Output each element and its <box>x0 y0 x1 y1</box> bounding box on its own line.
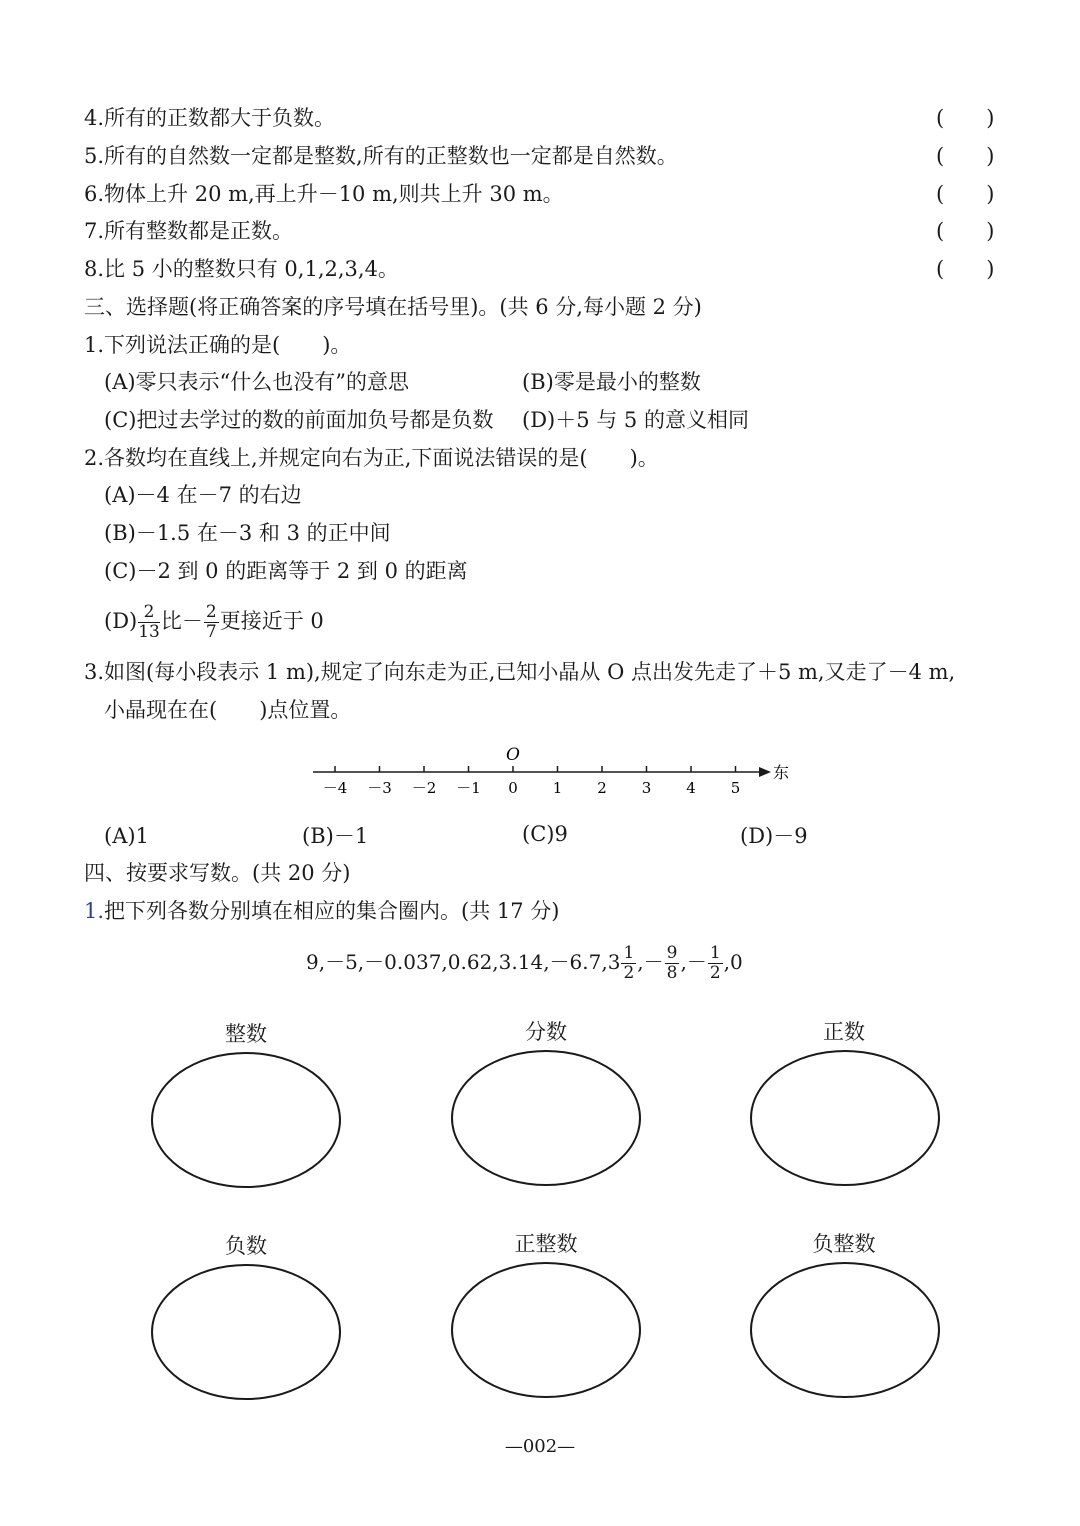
q2-option-a: (A)－4 在－7 的右边 <box>104 483 302 507</box>
tick-label: 2 <box>597 779 607 797</box>
set-circle-integers[interactable] <box>151 1052 341 1188</box>
set-label-positive-integers: 正整数 <box>514 1232 578 1256</box>
answer-bracket[interactable]: ( ) <box>936 106 995 130</box>
tick-marks <box>323 766 741 797</box>
q1-option-b: (B)零是最小的整数 <box>522 370 701 394</box>
set-label-integers: 整数 <box>225 1022 267 1046</box>
judgment-item-8: 8.比 5 小的整数只有 0,1,2,3,4。 <box>84 257 399 281</box>
answer-bracket[interactable]: ( ) <box>936 144 995 168</box>
judgment-item-4: 4.所有的正数都大于负数。 <box>84 106 336 130</box>
q2-option-c: (C)－2 到 0 的距离等于 2 到 0 的距离 <box>104 559 468 583</box>
tick-label: －2 <box>411 779 437 797</box>
set-label-positives: 正数 <box>823 1020 865 1044</box>
answer-bracket[interactable]: ( ) <box>936 219 995 243</box>
judgment-item-6: 6.物体上升 20 m,再上升－10 m,则共上升 30 m。 <box>84 182 564 206</box>
set-circle-negative-integers[interactable] <box>750 1262 940 1398</box>
q2-stem: 2.各数均在直线上,并规定向右为正,下面说法错误的是( )。 <box>84 446 659 470</box>
arrow-head-icon <box>759 767 771 777</box>
judgment-item-7: 7.所有整数都是正数。 <box>84 219 294 243</box>
option-d-prefix: (D) <box>104 609 138 633</box>
tick-label: －3 <box>367 779 392 797</box>
section4-heading: 四、按要求写数。(共 20 分) <box>84 861 351 885</box>
set-circle-positive-integers[interactable] <box>451 1262 641 1398</box>
number-line-svg <box>305 740 805 804</box>
tick-label: 5 <box>730 779 741 797</box>
tick-label: －1 <box>456 779 481 797</box>
q3-stem-line1: 3.如图(每小段表示 1 m),规定了向东走为正,已知小晶从 O 点出发先走了＋5 m,又走了－4 m, <box>84 660 956 684</box>
fraction-2-7: $\frac{2}{7}$ <box>205 602 217 642</box>
origin-label: O <box>506 745 520 765</box>
q1-text: 把下列各数分别填在相应的集合圈内。(共 17 分) <box>104 899 560 923</box>
numbers-suffix: ,0 <box>723 950 743 974</box>
q3-stem-line2: 小晶现在在( )点位置。 <box>104 698 352 722</box>
numbers-prefix: 9,－5,－0.037,0.62,3.14,－6.7,3 <box>306 950 621 974</box>
set-label-fractions: 分数 <box>525 1020 567 1044</box>
mixed-fraction: $\frac{1}{2}$ <box>623 943 635 983</box>
answer-bracket[interactable]: ( ) <box>936 182 995 206</box>
q2-option-b: (B)－1.5 在－3 和 3 的正中间 <box>104 521 391 545</box>
fraction-9-8: $\frac{9}{8}$ <box>666 943 678 983</box>
tick-label: －4 <box>322 779 348 797</box>
q3-option-a: (A)1 <box>104 824 149 848</box>
east-label: 东 <box>773 763 790 782</box>
q3-option-b: (B)－1 <box>302 824 369 848</box>
tick-label: 3 <box>641 779 652 797</box>
fraction-1-2: $\frac{1}{2}$ <box>709 943 721 983</box>
q1-number: 1. <box>84 899 105 923</box>
set-label-negative-integers: 负整数 <box>812 1232 876 1256</box>
q3-option-d: (D)－9 <box>740 824 808 848</box>
separator: ,－ <box>637 950 664 974</box>
q2-option-d <box>104 598 324 644</box>
tick-label: 4 <box>686 779 696 797</box>
answer-bracket[interactable]: ( ) <box>936 257 995 281</box>
set-label-negatives: 负数 <box>225 1234 267 1258</box>
q1-option-d: (D)＋5 与 5 的意义相同 <box>522 408 749 432</box>
set-circle-negatives[interactable] <box>151 1264 341 1400</box>
number-line-diagram <box>305 740 805 804</box>
set-circle-positives[interactable] <box>750 1050 940 1186</box>
q3-option-c: (C)9 <box>522 822 568 846</box>
number-list <box>306 937 743 987</box>
fraction-2-13: $\frac{2}{13}$ <box>138 602 160 642</box>
tick-label: 0 <box>508 779 518 797</box>
tick-label: 1 <box>552 779 563 797</box>
option-d-suffix: 更接近于 0 <box>219 609 324 633</box>
option-d-mid: 比－ <box>160 609 203 633</box>
section3-heading: 三、选择题(将正确答案的序号填在括号里)。(共 6 分,每小题 2 分) <box>84 295 702 319</box>
q1-option-a: (A)零只表示“什么也没有”的意思 <box>104 370 410 394</box>
set-circle-fractions[interactable] <box>451 1050 641 1186</box>
section4-q1 <box>84 897 560 925</box>
page-number: —002— <box>504 1436 576 1457</box>
judgment-item-5: 5.所有的自然数一定都是整数,所有的正整数也一定都是自然数。 <box>84 144 678 168</box>
separator: ,－ <box>680 950 707 974</box>
q1-option-c: (C)把过去学过的数的前面加负号都是负数 <box>104 408 494 432</box>
q1-stem: 1.下列说法正确的是( )。 <box>84 333 352 357</box>
